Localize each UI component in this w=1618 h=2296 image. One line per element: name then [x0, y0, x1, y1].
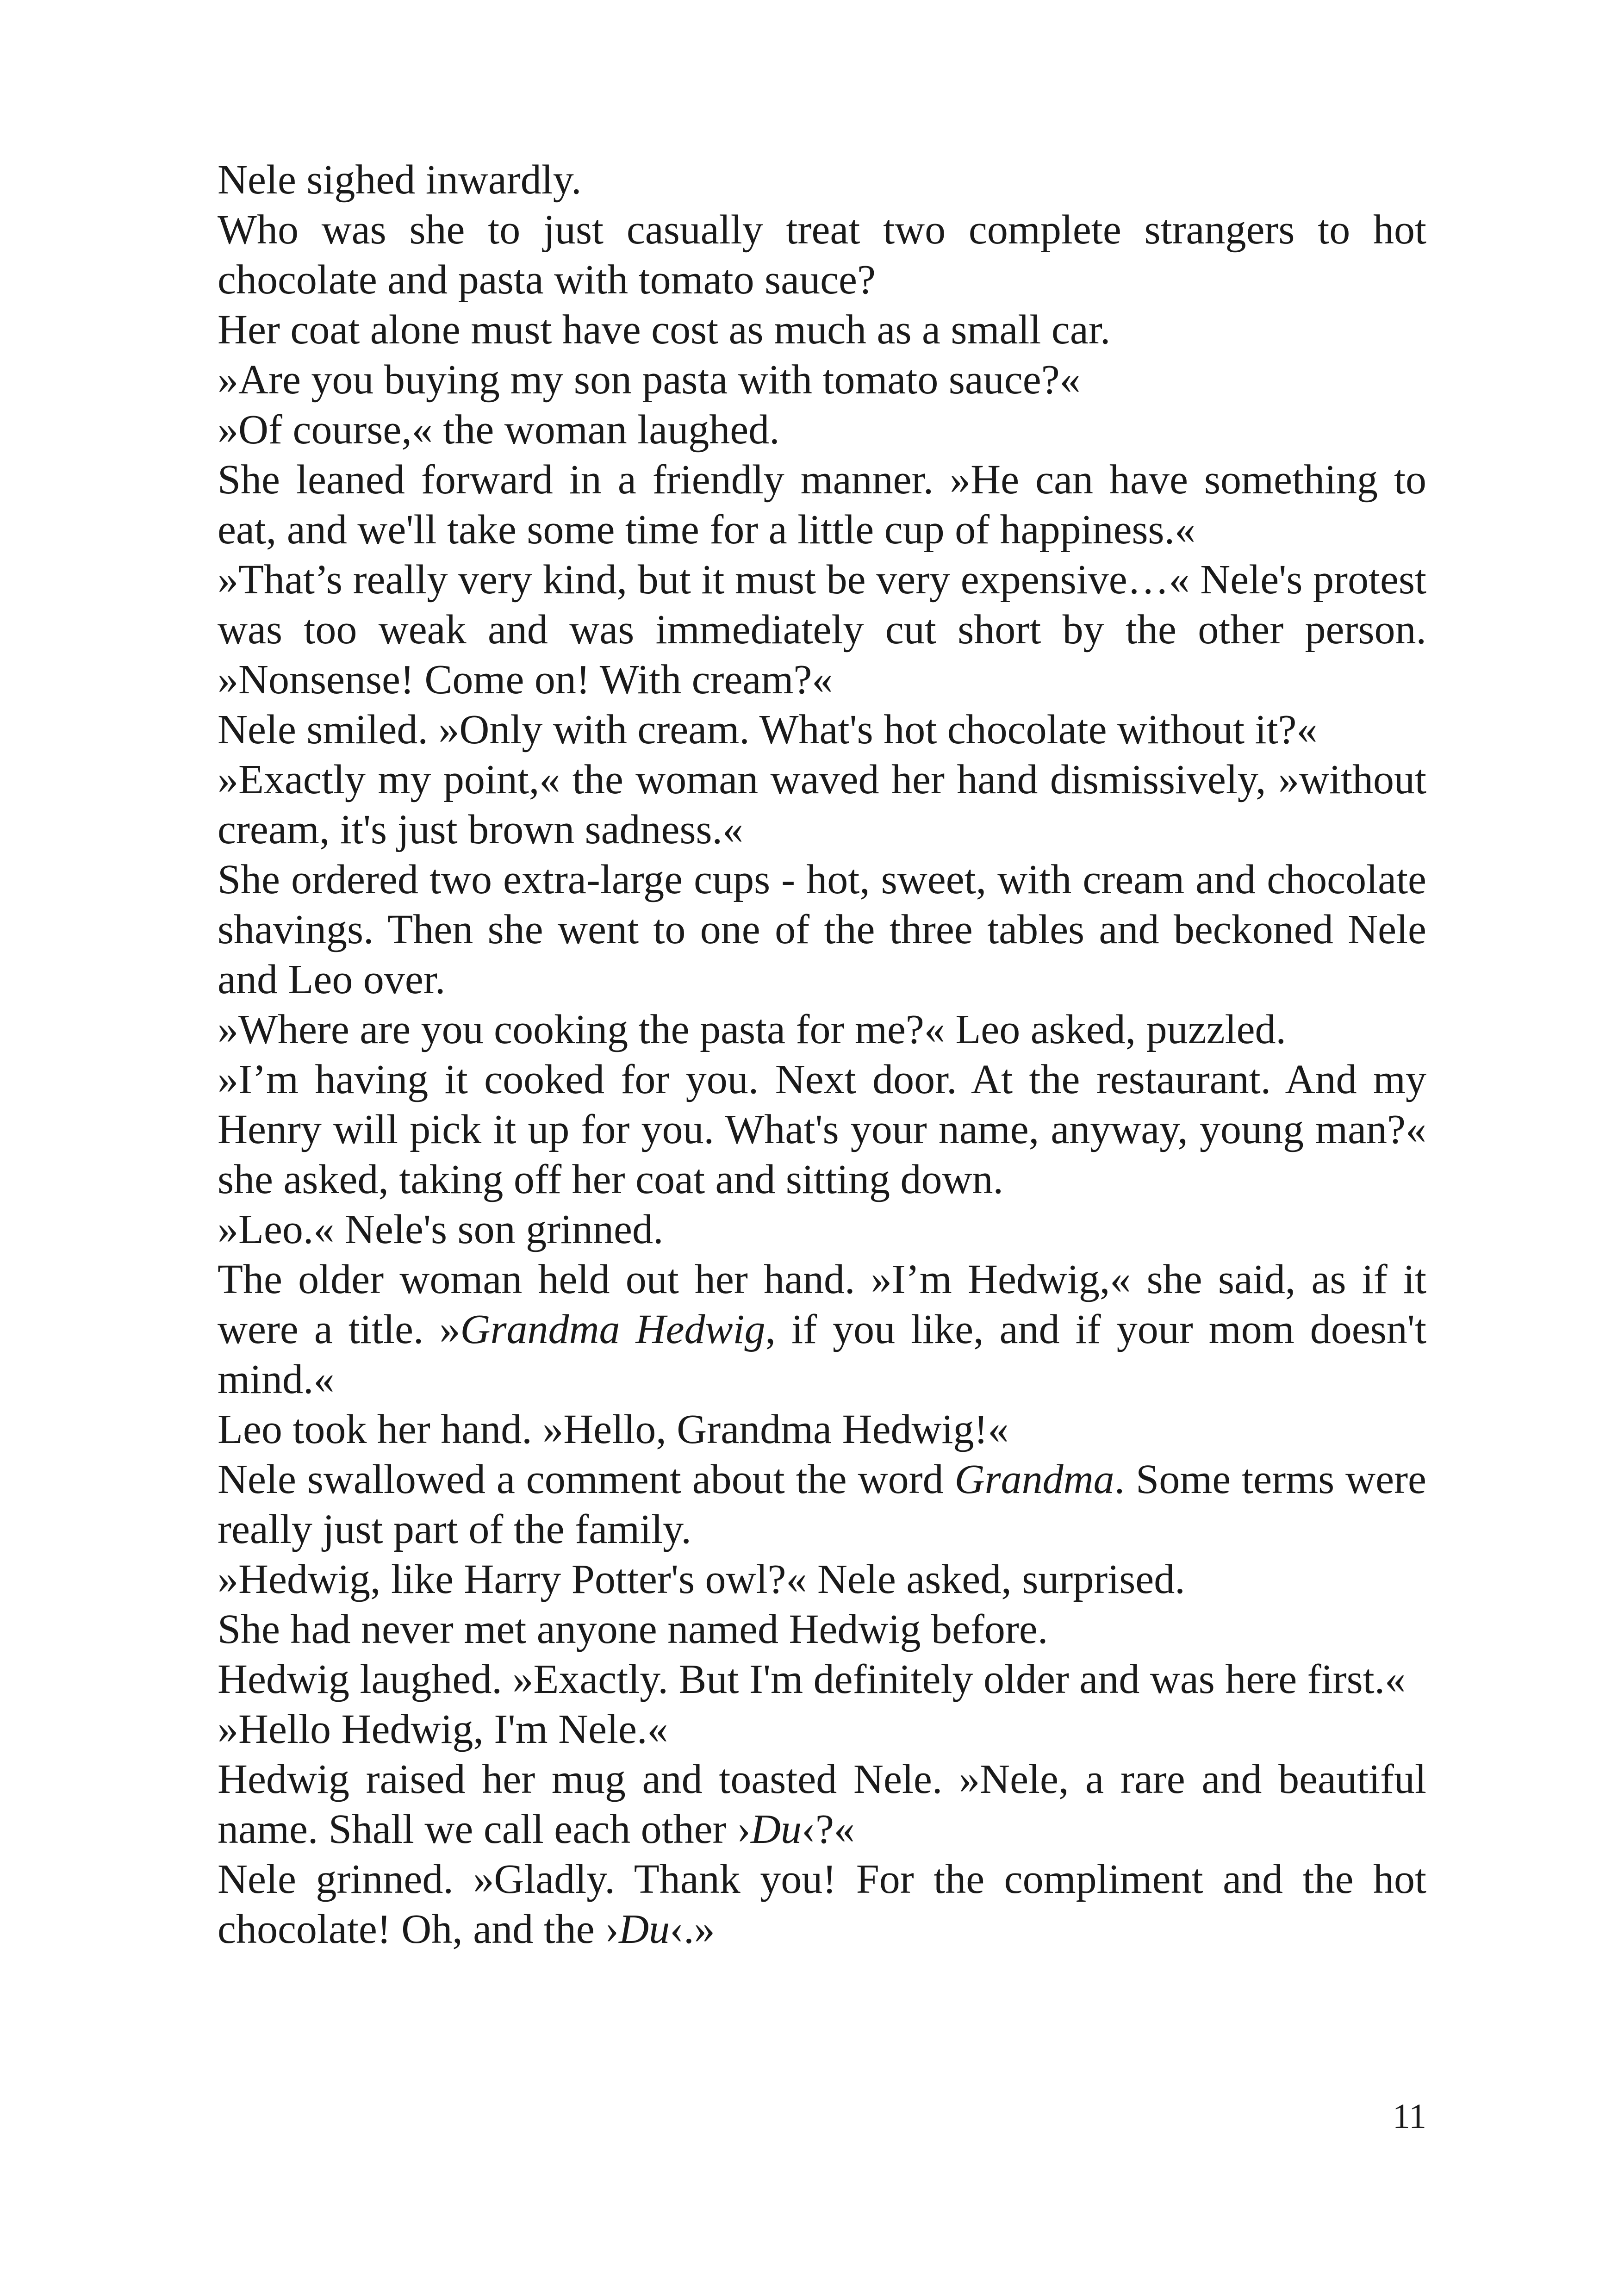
text-run: Nele grinned. »Gladly. Thank you! For the compliment and the hot chocolate! Oh, and the ›: [218, 1856, 1426, 1952]
paragraph: She had never met anyone named Hedwig before.: [218, 1606, 1048, 1652]
paragraph: Her coat alone must have cost as much as a small car.: [218, 307, 1111, 353]
paragraph: »Hello Hedwig, I'm Nele.«: [218, 1706, 668, 1752]
text-run: . Some terms were really just part of the family.: [218, 1456, 1426, 1552]
paragraph: Leo took her hand. »Hello, Grandma Hedwig!«: [218, 1406, 1009, 1452]
paragraph: She leaned forward in a friendly manner. »He can have something to eat, and we'll take some time for a little cup of happiness.«: [218, 457, 1426, 553]
page-number: 11: [1392, 2097, 1426, 2136]
italic-run: Du: [619, 1906, 670, 1952]
paragraph: »Are you buying my son pasta with tomato sauce?«: [218, 357, 1081, 403]
paragraph: [218, 1455, 1426, 1555]
paragraph: She ordered two extra-large cups - hot, sweet, with cream and chocolate shavings. Then she went to one of the three tables and beckoned Nele and Leo over.: [218, 857, 1426, 1002]
text-run: Nele swallowed a comment about the word: [218, 1456, 955, 1502]
paragraph: »Of course,« the woman laughed.: [218, 407, 780, 453]
paragraph: »Exactly my point,« the woman waved her hand dismissively, »without cream, it's just brown sadness.«: [218, 757, 1426, 852]
text-run: ‹?«: [801, 1806, 855, 1852]
italic-run: Grandma: [954, 1456, 1114, 1502]
body-text: [218, 155, 1426, 1954]
paragraph: »Hedwig, like Harry Potter's owl?« Nele asked, surprised.: [218, 1556, 1185, 1602]
text-run: Hedwig raised her mug and toasted Nele. »Nele, a rare and beautiful name. Shall we call each other ›: [218, 1756, 1426, 1852]
paragraph: [218, 1755, 1426, 1854]
paragraph: »I’m having it cooked for you. Next door. At the restaurant. And my Henry will pick it up for you. What's your name, anyway, young man?« she asked, taking off her coat and sitting down.: [218, 1057, 1426, 1202]
text-run: , if you like, and if your mom doesn't mind.«: [218, 1307, 1426, 1402]
paragraph: Nele smiled. »Only with cream. What's hot chocolate without it?«: [218, 707, 1318, 753]
italic-run: Du: [750, 1806, 802, 1852]
paragraph: »That’s really very kind, but it must be very expensive…« Nele's protest was too weak and was immediately cut short by the other person. »Nonsense! Come on! With cream?«: [218, 557, 1426, 703]
paragraph: »Leo.« Nele's son grinned.: [218, 1207, 664, 1252]
paragraph: [218, 1854, 1426, 1954]
paragraph: Nele sighed inwardly.: [218, 157, 582, 203]
italic-run: Grandma Hedwig: [460, 1307, 765, 1352]
paragraph: Hedwig laughed. »Exactly. But I'm definitely older and was here first.«: [218, 1656, 1406, 1702]
paragraph: [218, 1255, 1426, 1405]
paragraph: »Where are you cooking the pasta for me?« Leo asked, puzzled.: [218, 1007, 1287, 1052]
paragraph: Who was she to just casually treat two complete strangers to hot chocolate and pasta with tomato sauce?: [218, 207, 1426, 303]
text-run: The older woman held out her hand. »I’m Hedwig,« she said, as if it were a title. »: [218, 1257, 1426, 1352]
text-run: ‹.»: [670, 1906, 715, 1952]
